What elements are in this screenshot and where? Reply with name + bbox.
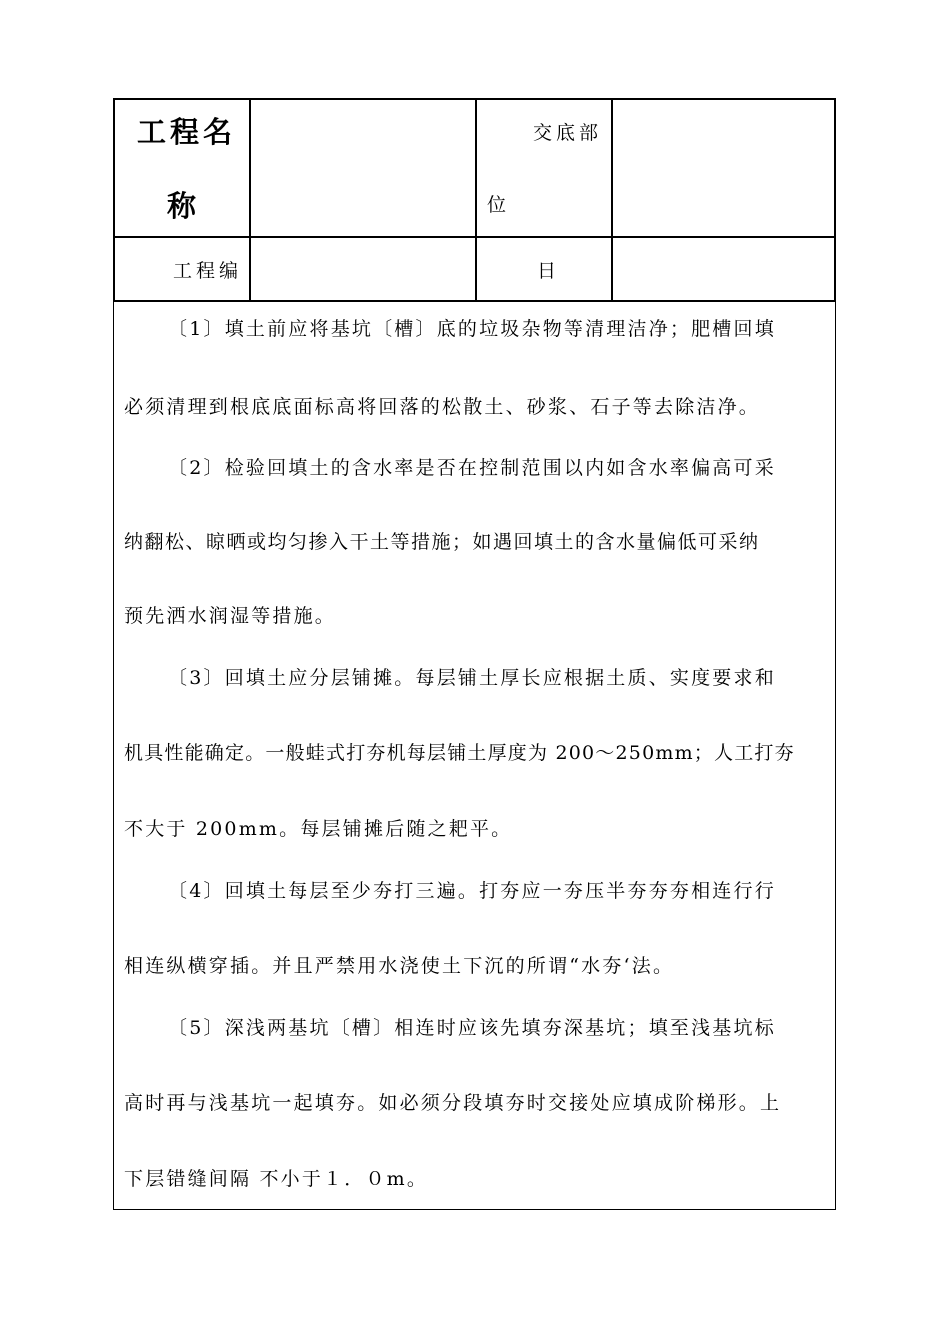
column-divider — [611, 100, 613, 302]
body-line: 〔5〕深浅两基坑〔槽〕相连时应该先填夯深基坑；填至浅基坑标 — [168, 1017, 776, 1039]
body-line: 必须清理到根底底面标高将回落的松散土、砂浆、石子等去除洁净。 — [124, 396, 761, 418]
part-label-line1: 交底部 — [533, 122, 603, 144]
project-name-value[interactable] — [253, 104, 471, 232]
date-value[interactable] — [615, 240, 833, 300]
body-line: 相连纵横穿插。并且严禁用水浇使土下沉的所谓“水夯‘法。 — [124, 955, 675, 977]
project-no-value[interactable] — [253, 240, 471, 300]
part-label-line2: 位 — [487, 194, 511, 216]
content-block — [113, 300, 836, 1210]
body-line: 高时再与浅基坑一起填夯。如必须分段填夯时交接处应填成阶梯形。上 — [124, 1092, 782, 1114]
row-divider — [115, 236, 834, 238]
body-line: 〔4〕回填土每层至少夯打三遍。打夯应一夯压半夯夯夯相连行行 — [168, 880, 776, 902]
project-no-label: 工程编 — [173, 260, 243, 282]
body-line: 不大于 200mm。每层铺摊后随之耙平。 — [124, 818, 513, 840]
body-line: 机具性能确定。一般蛙式打夯机每层铺土厚度为 200～250mm；人工打夯 — [124, 742, 795, 764]
body-line: 〔1〕填土前应将基坑〔槽〕底的垃圾杂物等清理洁净；肥槽回填 — [168, 318, 776, 340]
body-line: 〔3〕回填土应分层铺摊。每层铺土厚长应根据土质、实度要求和 — [168, 667, 776, 689]
date-label: 日 — [537, 260, 561, 282]
body-line: 纳翻松、晾晒或均匀掺入干土等措施；如遇回填土的含水量偏低可采纳 — [124, 531, 760, 553]
column-divider — [475, 100, 477, 302]
part-value[interactable] — [615, 104, 833, 232]
body-line: 下层错缝间隔 不小于１．０m。 — [124, 1168, 429, 1190]
document-sheet — [113, 98, 836, 1210]
body-line: 〔2〕检验回填土的含水率是否在控制范围以内如含水率偏高可采 — [168, 457, 776, 479]
project-name-label-line2: 称 — [167, 189, 201, 223]
body-line: 预先洒水润湿等措施。 — [124, 605, 337, 627]
column-divider — [249, 100, 251, 302]
header-table — [113, 98, 836, 302]
project-name-label-line1: 工程名 — [137, 115, 237, 149]
